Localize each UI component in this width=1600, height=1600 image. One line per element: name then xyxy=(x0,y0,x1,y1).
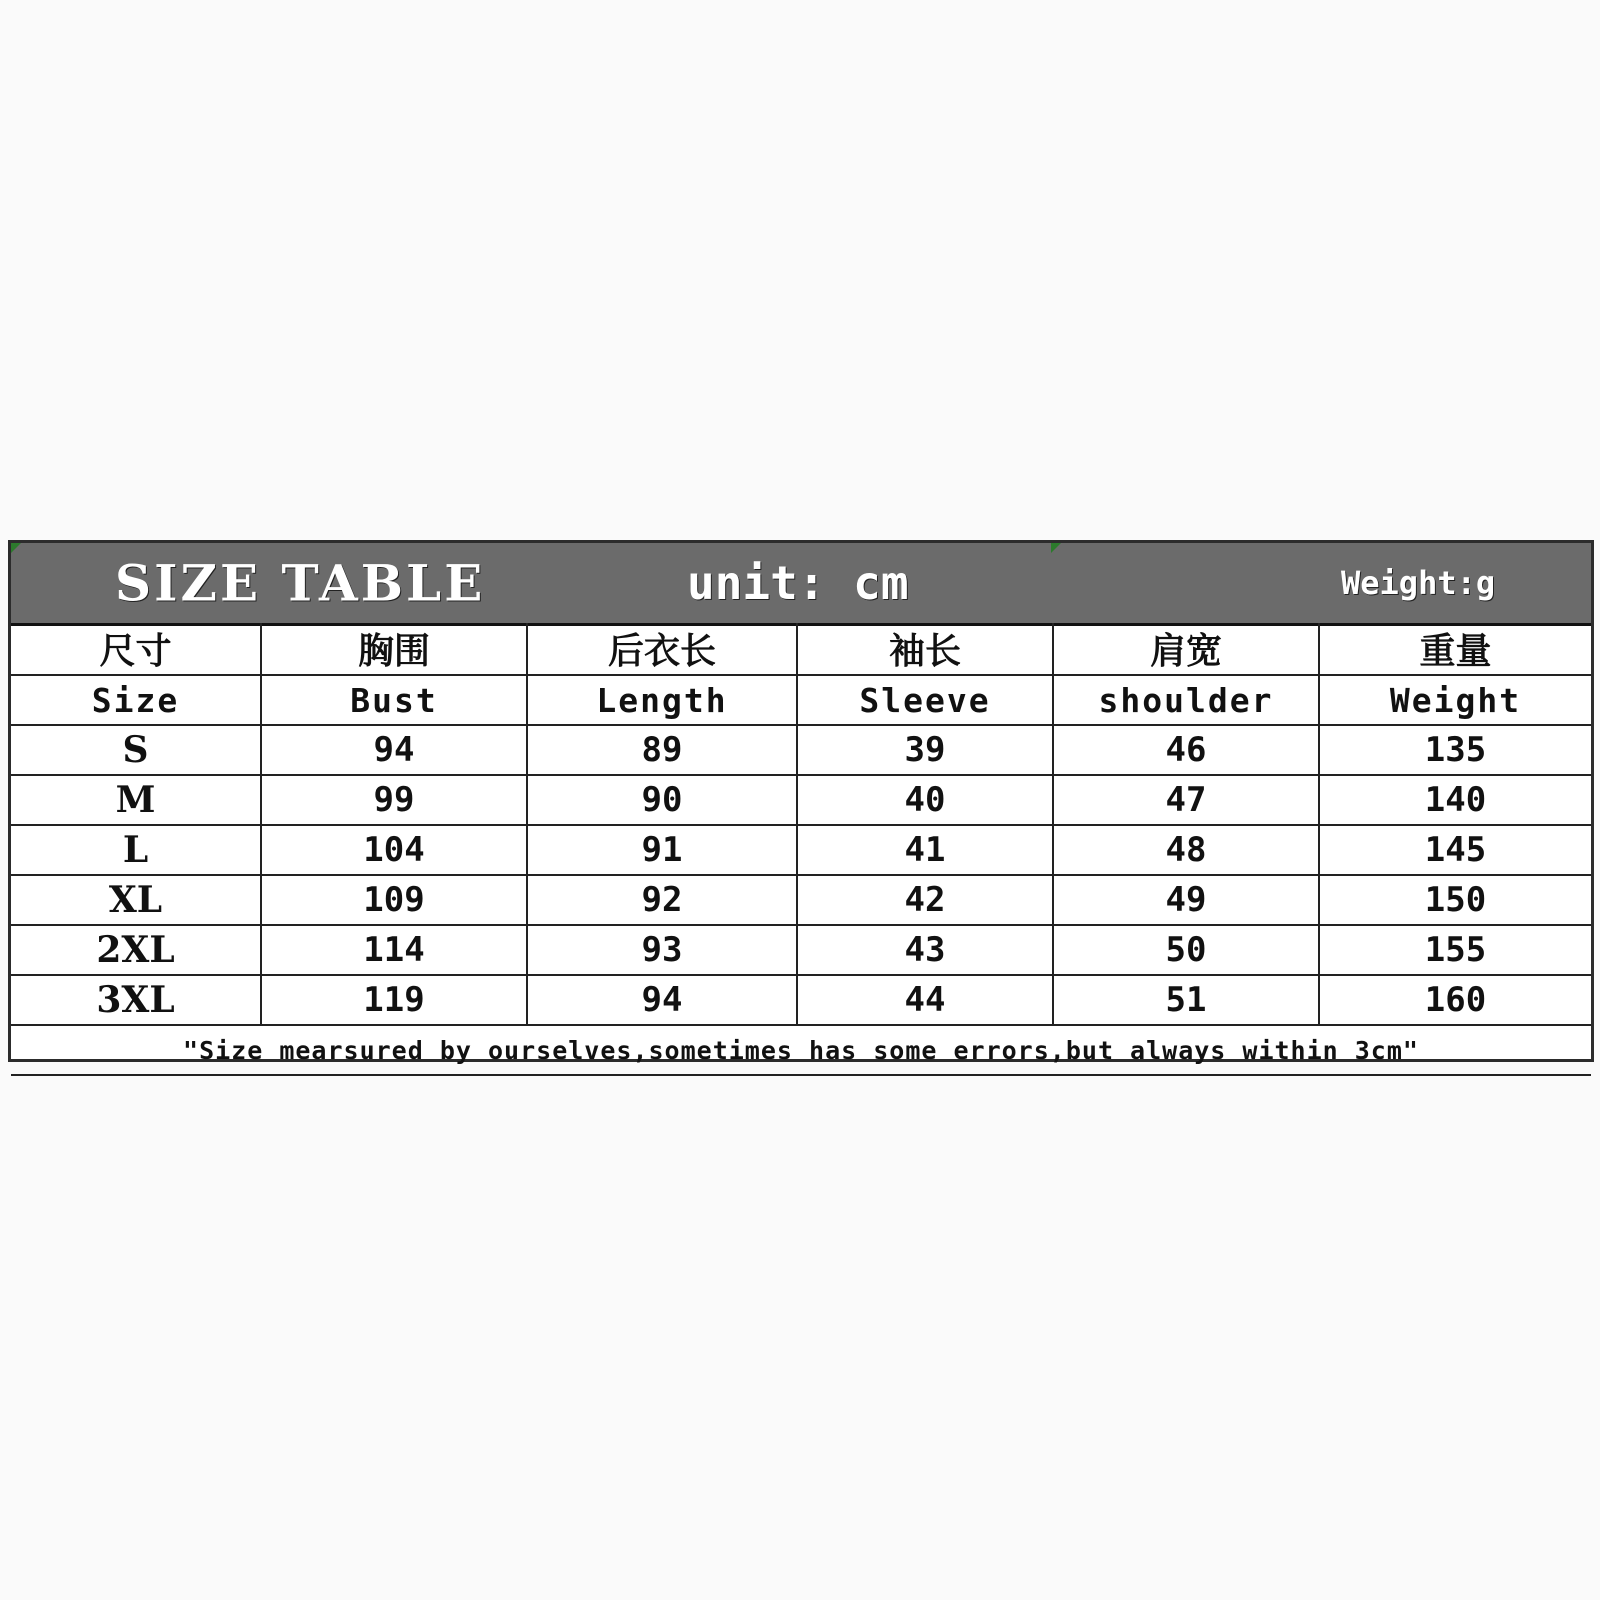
length-cell: 93 xyxy=(527,925,797,975)
header-cn-bust: 胸围 xyxy=(261,623,527,675)
length-cell: 90 xyxy=(527,775,797,825)
size-cell: 2XL xyxy=(11,925,261,975)
size-cell: S xyxy=(11,725,261,775)
sleeve-cell: 40 xyxy=(797,775,1053,825)
title-bar xyxy=(11,543,1591,626)
weight-cell: 140 xyxy=(1319,775,1591,825)
length-cell: 92 xyxy=(527,875,797,925)
sleeve-cell: 39 xyxy=(797,725,1053,775)
size-cell: M xyxy=(11,775,261,825)
header-en-sleeve: Sleeve xyxy=(797,675,1053,725)
header-en-weight: Weight xyxy=(1319,675,1591,725)
weight-cell: 135 xyxy=(1319,725,1591,775)
length-cell: 94 xyxy=(527,975,797,1025)
size-cell: L xyxy=(11,825,261,875)
shoulder-cell: 50 xyxy=(1053,925,1319,975)
shoulder-cell: 48 xyxy=(1053,825,1319,875)
corner-mark-left xyxy=(11,543,21,553)
sleeve-cell: 44 xyxy=(797,975,1053,1025)
corner-mark-middle xyxy=(1051,543,1061,553)
header-cn-length: 后衣长 xyxy=(527,623,797,675)
header-cn-weight: 重量 xyxy=(1319,623,1591,675)
table-row xyxy=(11,725,1591,775)
table-row xyxy=(11,925,1591,975)
shoulder-cell: 46 xyxy=(1053,725,1319,775)
bust-cell: 109 xyxy=(261,875,527,925)
table-row xyxy=(11,825,1591,875)
size-cell: XL xyxy=(11,875,261,925)
note-row xyxy=(11,1025,1591,1075)
header-cn-shoulder: 肩宽 xyxy=(1053,623,1319,675)
header-row-chinese xyxy=(11,623,1591,675)
weight-unit-label: Weight:g xyxy=(1341,564,1496,602)
size-grid xyxy=(11,623,1591,1076)
size-cell: 3XL xyxy=(11,975,261,1025)
weight-cell: 160 xyxy=(1319,975,1591,1025)
shoulder-cell: 51 xyxy=(1053,975,1319,1025)
sleeve-cell: 43 xyxy=(797,925,1053,975)
table-row xyxy=(11,975,1591,1025)
bust-cell: 104 xyxy=(261,825,527,875)
header-cn-sleeve: 袖长 xyxy=(797,623,1053,675)
header-en-size: Size xyxy=(11,675,261,725)
weight-cell: 155 xyxy=(1319,925,1591,975)
weight-cell: 150 xyxy=(1319,875,1591,925)
sleeve-cell: 41 xyxy=(797,825,1053,875)
header-row-english xyxy=(11,675,1591,725)
header-en-bust: Bust xyxy=(261,675,527,725)
unit-label: unit: cm xyxy=(687,556,909,610)
bust-cell: 94 xyxy=(261,725,527,775)
table-row xyxy=(11,775,1591,825)
bust-cell: 114 xyxy=(261,925,527,975)
weight-cell: 145 xyxy=(1319,825,1591,875)
shoulder-cell: 47 xyxy=(1053,775,1319,825)
size-table xyxy=(8,540,1594,1065)
bust-cell: 99 xyxy=(261,775,527,825)
header-cn-size: 尺寸 xyxy=(11,623,261,675)
header-en-shoulder: shoulder xyxy=(1053,675,1319,725)
table-row xyxy=(11,875,1591,925)
shoulder-cell: 49 xyxy=(1053,875,1319,925)
length-cell: 89 xyxy=(527,725,797,775)
sleeve-cell: 42 xyxy=(797,875,1053,925)
length-cell: 91 xyxy=(527,825,797,875)
header-en-length: Length xyxy=(527,675,797,725)
bust-cell: 119 xyxy=(261,975,527,1025)
measurement-note: "Size mearsured by ourselves,sometimes has some errors,but always within 3cm" xyxy=(11,1025,1591,1075)
size-table-title: SIZE TABLE xyxy=(115,553,486,613)
